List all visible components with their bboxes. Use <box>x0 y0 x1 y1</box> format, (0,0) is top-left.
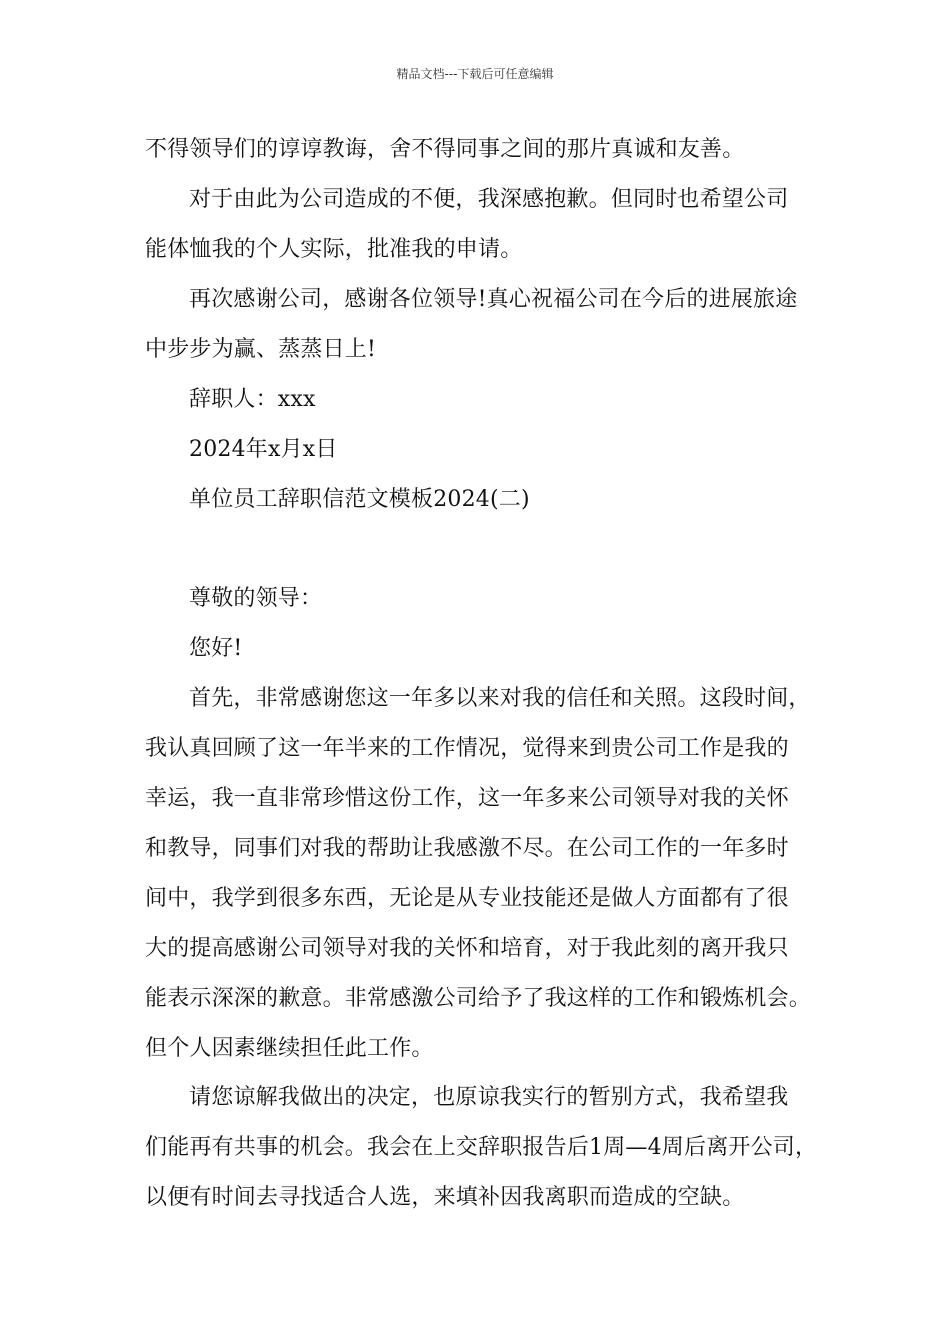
page-header: 精品文档---下载后可任意编辑 <box>396 67 554 81</box>
paragraph-line: 对于由此为公司造成的不便，我深感抱歉。但同时也希望公司 <box>189 187 789 212</box>
paragraph-line: 再次感谢公司，感谢各位领导!真心祝福公司在今后的进展旅途 <box>189 287 798 312</box>
paragraph-line: 不得领导们的谆谆教诲，舍不得同事之间的那片真诚和友善。 <box>145 137 745 162</box>
paragraph-line: 大的提高感谢公司领导对我的关怀和培育，对于我此刻的离开我只 <box>145 936 789 961</box>
paragraph-line: 我认真回顾了这一年半来的工作情况，觉得来到贵公司工作是我的 <box>145 736 789 761</box>
paragraph-line: 请您谅解我做出的决定，也原谅我实行的暂别方式，我希望我 <box>189 1085 789 1110</box>
signature-line: 辞职人：xxx <box>189 387 316 412</box>
paragraph-line: 中步步为赢、蒸蒸日上! <box>145 337 377 362</box>
date-line: 2024年x月x日 <box>189 437 338 462</box>
paragraph-line: 能体恤我的个人实际，批准我的申请。 <box>145 237 523 262</box>
paragraph-line: 首先，非常感谢您这一年多以来对我的信任和关照。这段时间， <box>189 686 811 711</box>
paragraph-line: 和教导，同事们对我的帮助让我感激不尽。在公司工作的一年多时 <box>145 836 789 861</box>
paragraph-line: 以便有时间去寻找适合人选，来填补因我离职而造成的空缺。 <box>145 1185 745 1210</box>
greeting: 您好! <box>189 636 243 661</box>
paragraph-line: 能表示深深的歉意。非常感激公司给予了我这样的工作和锻炼机会。 <box>145 986 812 1011</box>
paragraph-line: 幸运，我一直非常珍惜这份工作，这一年多来公司领导对我的关怀 <box>145 786 789 811</box>
section-title: 单位员工辞职信范文模板2024(二) <box>189 487 530 512</box>
paragraph-line: 但个人因素继续担任此工作。 <box>145 1036 434 1061</box>
paragraph-line: 们能再有共事的机会。我会在上交辞职报告后1周—4周后离开公司， <box>145 1135 818 1160</box>
salutation: 尊敬的领导： <box>189 586 323 611</box>
paragraph-line: 间中，我学到很多东西，无论是从专业技能还是做人方面都有了很 <box>145 886 789 911</box>
